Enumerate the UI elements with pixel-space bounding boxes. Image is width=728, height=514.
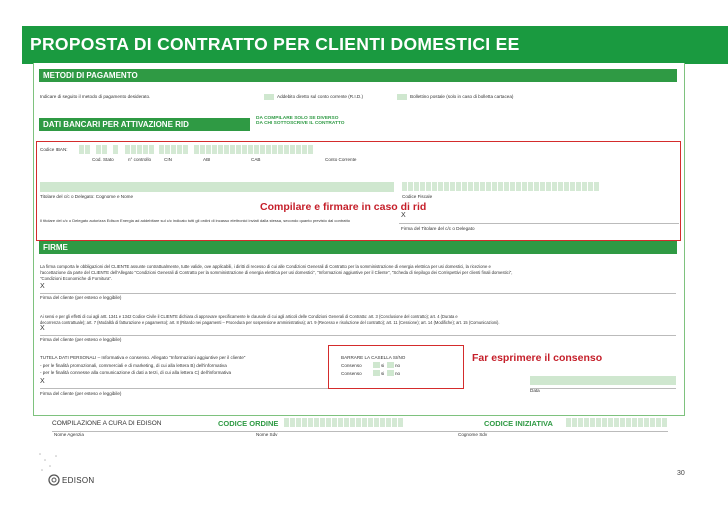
bancari-note: DA COMPILARE SOLO SE DIVERSO DA CHI SOTTOSCRIVE IL CONTRATTO [256, 116, 345, 126]
edison-logo-text: EDISON [62, 475, 95, 485]
option-rid-label: Addebito diretto sul conto corrente (R.I.D.) [277, 94, 364, 99]
rid-callout-text: Compilare e firmare in caso di rid [260, 201, 427, 213]
barrare-label: BARRARE LA CASELLA SI/NO [341, 355, 406, 360]
iban-col-abi: ABI [203, 157, 211, 162]
edison-section-title: COMPILAZIONE A CURA DI EDISON [52, 420, 162, 427]
iban-label: Codice IBAN: [40, 147, 68, 152]
data-field[interactable] [530, 376, 676, 385]
consenso-1-si-label: si [381, 363, 385, 368]
firme-para2b: decorrenza contrattuale); art. 7 (Modalità di fatturazione e pagamento); art. 8 (Ritardo nei pagamenti – Procedura per sospensione amministrativa); art. 9 (Recesso e risoluzione del contratto); art. 11 (Cessione); art. 14 (Modifiche); art. 15 (Comunicazioni). [40, 320, 500, 325]
consenso-label-1: Consenso [341, 363, 362, 368]
nome-sdv-label: Nome Sdv [256, 432, 278, 437]
page-number: 30 [677, 470, 685, 477]
firma-titolare-label: Firma del Titolare del c/c o Delegato [401, 226, 475, 231]
page-title: PROPOSTA DI CONTRATTO PER CLIENTI DOMESTICI EE [30, 34, 520, 54]
codice-ordine-label: CODICE ORDINE [218, 419, 279, 428]
firma-cliente-x-2: X [40, 325, 45, 332]
consenso-callout-text: Far esprimere il consenso [472, 352, 603, 364]
consenso-1-no-label: no [395, 363, 401, 368]
rid-callout-box [36, 141, 681, 241]
titolare-label: Titolare del c/c o Delegato: Cognome e Nome [40, 194, 134, 199]
option-bollettino-label: Bollettino postale (solo in caso di bolletta cartacea) [410, 94, 514, 99]
iban-col-cin: CIN [164, 157, 172, 162]
iban-col-stato: Cod. Stato [92, 157, 114, 162]
title-banner [22, 26, 728, 64]
codice-iniziativa-label: CODICE INIZIATIVA [484, 419, 553, 428]
edison-fields-line [52, 431, 668, 432]
codice-fiscale-label: Codice Fiscale [402, 194, 433, 199]
firme-para1b: l'accettazione da parte del CLIENTE dell'Allegato "Condizioni Generali di Contratto per la somministrazione di energia elettrica per usi domestici", "Informazioni aggiuntive per il Cliente", "Scheda di riepilogo dei Corrispettivi per clienti finali domestici", [40, 270, 513, 275]
section-header-firme: FIRME [39, 241, 677, 254]
cognome-sdv-label: Cognome Sdv [458, 432, 488, 437]
nome-agenzia-label: Nome Agenzia [54, 432, 84, 437]
privacy-item-1: - per le finalità promozionali, commerciali e di marketing, di cui alla lettera B) dell'informativa [40, 363, 227, 368]
firma-cliente-x-3: X [40, 378, 45, 385]
iban-col-cab: CAB [251, 157, 261, 162]
edison-logo [48, 474, 94, 486]
data-label: Data [530, 388, 540, 393]
checkbox-rid[interactable] [264, 94, 274, 100]
firme-para2: Ai sensi e per gli effetti di cui agli artt. 1341 e 1342 Codice Civile il CLIENTE dichiara di approvare specificamente le clausole di cui agli articoli delle Condizioni Generali di Contratto: art. 3 (Conclusione del contratto); art. 4 (Durata e [40, 314, 458, 319]
firma-cliente-label-3: Firma del cliente (per esteso e leggibile) [40, 391, 122, 396]
codice-iniziativa-cells[interactable] [566, 418, 667, 427]
consenso-label-2: Consenso [341, 371, 362, 376]
consenso-2-no-label: no [395, 371, 401, 376]
firme-para1c: "Condizioni Economiche di Fornitura". [40, 276, 113, 281]
section-header-pagamento: METODI DI PAGAMENTO [39, 69, 677, 82]
rid-authorization-text: Il titolare del c/c o Delegato autorizza Edison Energia ad addebitare sul c/c indicato tutti gli ordini di incasso elettronici inviati dalla stessa, secondo quanto previsto dal contratto [40, 218, 350, 223]
privacy-item-2: - per le finalità connesse alla comunicazione di dati a terzi, di cui alla lettera C) dell'informativa [40, 370, 232, 375]
codice-ordine-cells[interactable] [284, 418, 403, 427]
firma-cliente-label-1: Firma del cliente (per esteso e leggibile) [40, 295, 122, 300]
firma-cliente-x-1: X [40, 283, 45, 290]
firma-cliente-label-2: Firma del cliente (per esteso e leggibile) [40, 337, 122, 342]
firma-cliente-line-2[interactable] [40, 335, 676, 336]
privacy-title: TUTELA DATI PERSONALI – Informativa e consenso. Allegato "Informazioni aggiuntive per il cliente" [40, 355, 246, 360]
pagamento-instruction: Indicare di seguito il metodo di pagamento desiderato. [40, 94, 151, 99]
section-header-bancari: DATI BANCARI PER ATTIVAZIONE RID [39, 118, 250, 131]
firma-cliente-line-1[interactable] [40, 293, 676, 294]
consenso-callout-box [328, 345, 464, 389]
data-line [530, 388, 676, 389]
consenso-2-si-label: si [381, 371, 385, 376]
edison-logo-icon [48, 474, 60, 486]
iban-col-conto: Conto Corrente [325, 157, 357, 162]
checkbox-bollettino[interactable] [397, 94, 407, 100]
firma-titolare-x: X [401, 212, 406, 219]
firme-para1: La firma comporta le obbligazioni del CLIENTE assunte contrattualmente, tutte valide, ove applicabili, i diritti di recesso di cui alle Condizioni Generali di Contratto per la somministrazione di energia elettrica per usi domestici, la ricezione e [40, 264, 491, 269]
iban-col-controllo: n° controllo [128, 157, 152, 162]
